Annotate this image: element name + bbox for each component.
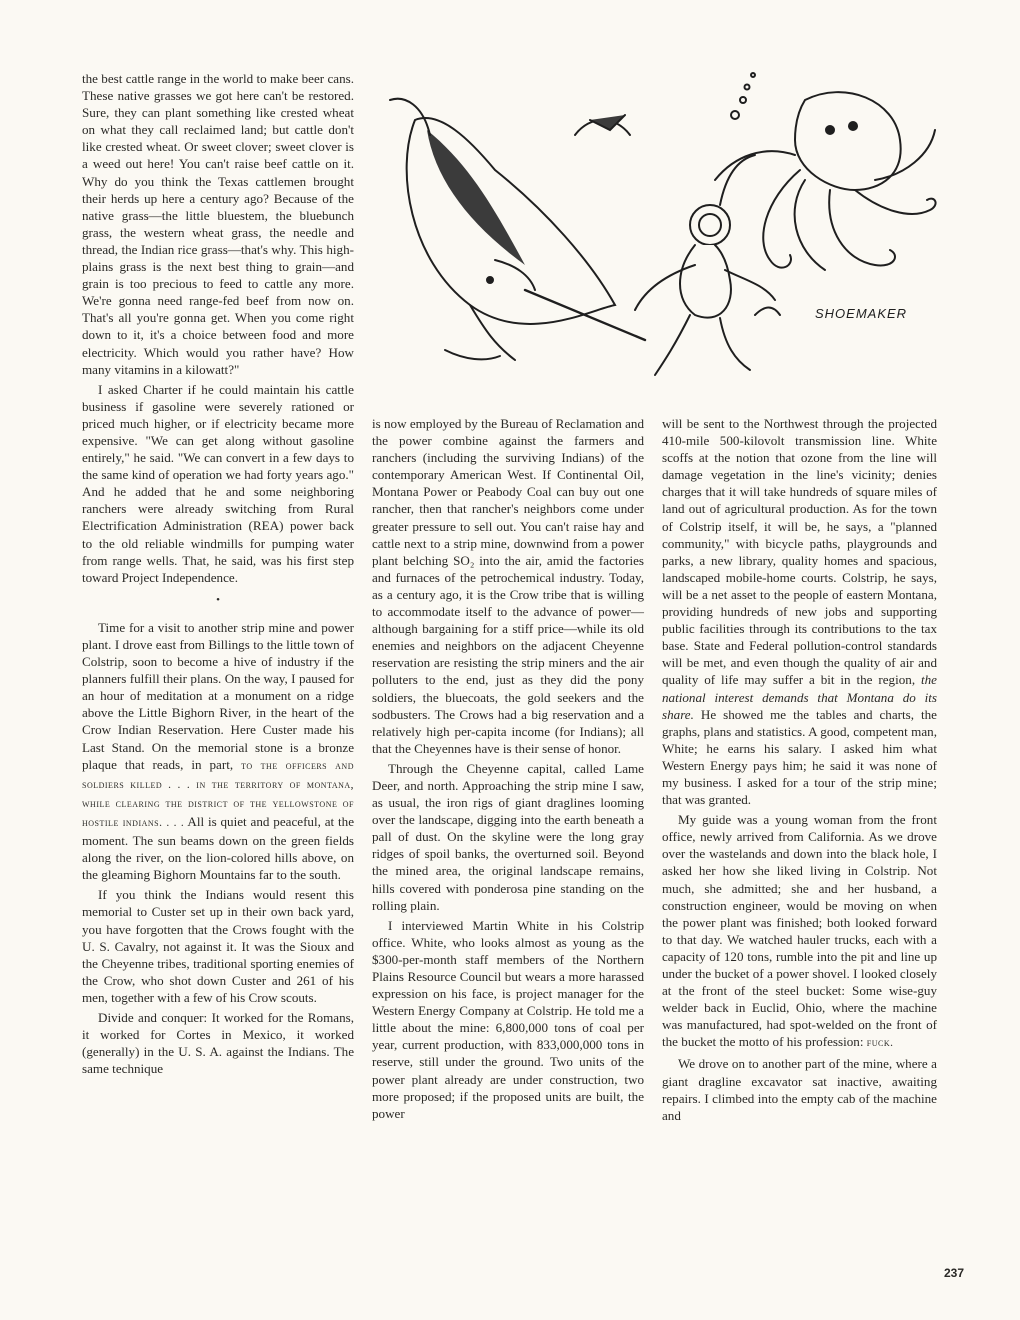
shark-drawing bbox=[390, 99, 645, 360]
plaque-inscription: to the officers and soldiers killed . . . in the territory of montana, while clearing the district of the yellowstone of hostile indians. . . . bbox=[82, 759, 354, 829]
diver-drawing bbox=[575, 120, 775, 375]
text-run: My guide was a young woman from the front office, newly arrived from California. As we drove over the wastelands and down into the black hole, I asked her how she liked living in Colstrip. Not much, she admitted; she and her husband, a construction engineer, would be moving on when the power plant was finished; both looked forward to that day. We watched hauler trucks, each with a capacity of 120 tons, rumble into the pit and line up under the bucket of a power shovel. I looked closely at the front of the steel bucket: Some wise-guy welder back in Euclid, Ohio, where the machine was manufactured, had spot-welded on the front of the bucket the motto of his profession: bbox=[662, 812, 937, 1050]
column-2 bbox=[372, 415, 644, 1122]
column-3 bbox=[662, 415, 937, 1124]
column-1 bbox=[82, 70, 354, 1077]
paragraph: Through the Cheyenne capital, called Lame Deer, and north. Approaching the strip mine I saw, as usual, the iron rigs of giant draglines looming over the landscape, digging into the earth beneath a pall of dust. On the skyline were the long gray ridges of spoil banks, the overturned soil. Beyond the mined area, the original landscape remains, hills covered with ponderosa pine standing on the rolling plain. bbox=[372, 760, 644, 913]
paragraph: is now employed by the Bureau of Reclamation and the power combine against the farmers and ranchers (including the surviving Indians) of the contemporary American West. If Continental Oil, Montana Power or Peabody Coal can buy out one rancher, then that rancher's neighbors come under greater pressure to sell out. You can't raise hay and cattle next to a strip mine, downwind from a power plant belching SO₂ into the air, amid the factories and furnaces of the petrochemical industry. Today, as a century ago, it is the Crow tribe that is willing to accommodate itself to the advance of power—although bargaining for a stiff price—while its old enemies and neighbors on the adjacent Cheyenne reservation are resisting the strip miners and the air polluters to the end, just as they did the pony soldiers, the bluecoats, the gold seekers and the sodbusters. The Crows had a big reservation and a relatively high per-capita income (for Indians); all that the Cheyennes have is their sense of honor. bbox=[372, 416, 644, 756]
paragraph: Divide and conquer: It worked for the Romans, it worked for Cortes in Mexico, it worked (generally) in the U. S. A. against the Indians. The same technique bbox=[82, 1009, 354, 1077]
section-break-bullet: • bbox=[216, 593, 220, 606]
text-run: will be sent to the Northwest through the projected 410-mile 500-kilovolt transmission line. White scoffs at the notion that ozone from the line will damage vegetation in the line's vicinity; denies charges that it will take hundreds of square miles of land out of agricultural production. As for the town of Colstrip itself, it will be, he says, a "planned community," with bicycle paths, playgrounds and parks, a new library, quality homes and spacious, landscaped mobile-home courts. Colstrip, he says, will be a net asset to the people of eastern Montana, providing hundreds of new jobs and supporting public facilities through its contributions to the tax base. State and Federal pollution-control standards will be met, and even though the quality of air and quality of life may suffer a bit in the region, bbox=[662, 416, 937, 688]
paragraph: If you think the Indians would resent this memorial to Custer set up in their own back yard, you have forgotten that the Crows fought with the U. S. Cavalry, not against it. It was the Sioux and the Cheyenne tribes, traditional sporting enemies of the Crow, who shot down Custer and 261 of his men, together with a few of his Crow scouts. bbox=[82, 887, 354, 1005]
bubbles-drawing bbox=[731, 73, 755, 119]
paragraph: I asked Charter if he could maintain his cattle business if gasoline were severely rationed or priced much higher, or if electricity became more expensive. "We can get along without gasoline entirely," he said. "We can convert in a few days to the same kind of operation we had forty years ago." And he added that he and some neighboring ranchers were already switching from Rural Electrification Administration (REA) power back to the old reliable windmills for pumping water from range wells. That, he said, was his first step toward Project Independence. bbox=[82, 381, 354, 585]
paragraph bbox=[662, 415, 937, 808]
paragraph: I interviewed Martin White in his Colstrip office. White, who looks almost as young as the $300-per-month staff members of the Northern Plains Resource Council but wears a more harassed expression on his face, is project manager for the Western Energy Company at Colstrip. He told me a little about the mine: 6,800,000 tons of coal per year, current production, with 833,000,000 tons in reserve, still under the ground. Two units of the power plant already are under construction, two more proposed; if the proposed units are built, the power bbox=[372, 917, 644, 1121]
cartoon-illustration bbox=[375, 60, 950, 390]
text-run: He showed me the tables and charts, the graphs, plans and statistics. A good, competent man, White; he earns his salary. I asked him what Western Energy pays him; he said it was none of my business. I asked for a tour of the strip mine; that was granted. bbox=[662, 706, 937, 808]
motto-text: fuck. bbox=[866, 1037, 894, 1050]
paragraph: the best cattle range in the world to make beer cans. These native grasses we got here can't be restored. Sure, they can plant something like crested wheat on what they call reclaimed land; but cattle don't like crested wheat. Or sweet clover; sweet clover is a weed out here! You can't raise beef cattle on it. Why do you think the Texas cattlemen brought their herds up here a century ago? Because of the native grass—the little bluestem, the bluebunch grass, the western wheat grass, the needle and thread, the Indian rice grass—that's why. This high-plains grass is the next best thing to grain—and grain is too precious to feed to cattle any more. We're gonna need range-fed beef from now on. That's all you're gonna get. When you come right down to it, it's a choice between food and more electricity. Which would you rather have? How many vitamins in a kilowatt?" bbox=[82, 71, 354, 377]
text-run: All is quiet and peaceful, at the moment. The sun beams down on the green fields along the river, on the lion-colored hills above, on the gleaming Bighorn Mountains far to the south. bbox=[82, 813, 354, 883]
artist-signature: SHOEMAKER bbox=[815, 306, 908, 321]
paragraph bbox=[82, 619, 354, 883]
paragraph bbox=[662, 811, 937, 1052]
octopus-drawing bbox=[715, 92, 936, 270]
text-run: Time for a visit to another strip mine and power plant. I drove east from Billings to the little town of Colstrip, soon to become a hive of industry if the planners fulfill their plans. On the way, I paused for an hour of meditation at a monument on a ridge above the Little Bighorn River, in the heart of the Crow Indian Reservation. Here Custer made his Last Stand. On the memorial stone is a bronze plaque that reads, in part, bbox=[82, 619, 354, 772]
paragraph: We drove on to another part of the mine, where a giant dragline excavator sat inactive, awaiting repairs. I climbed into the empty cab of the machine and bbox=[662, 1056, 937, 1123]
page-number: 237 bbox=[944, 1266, 965, 1280]
emphasis: the national interest demands that Montana do its share. bbox=[662, 672, 937, 722]
